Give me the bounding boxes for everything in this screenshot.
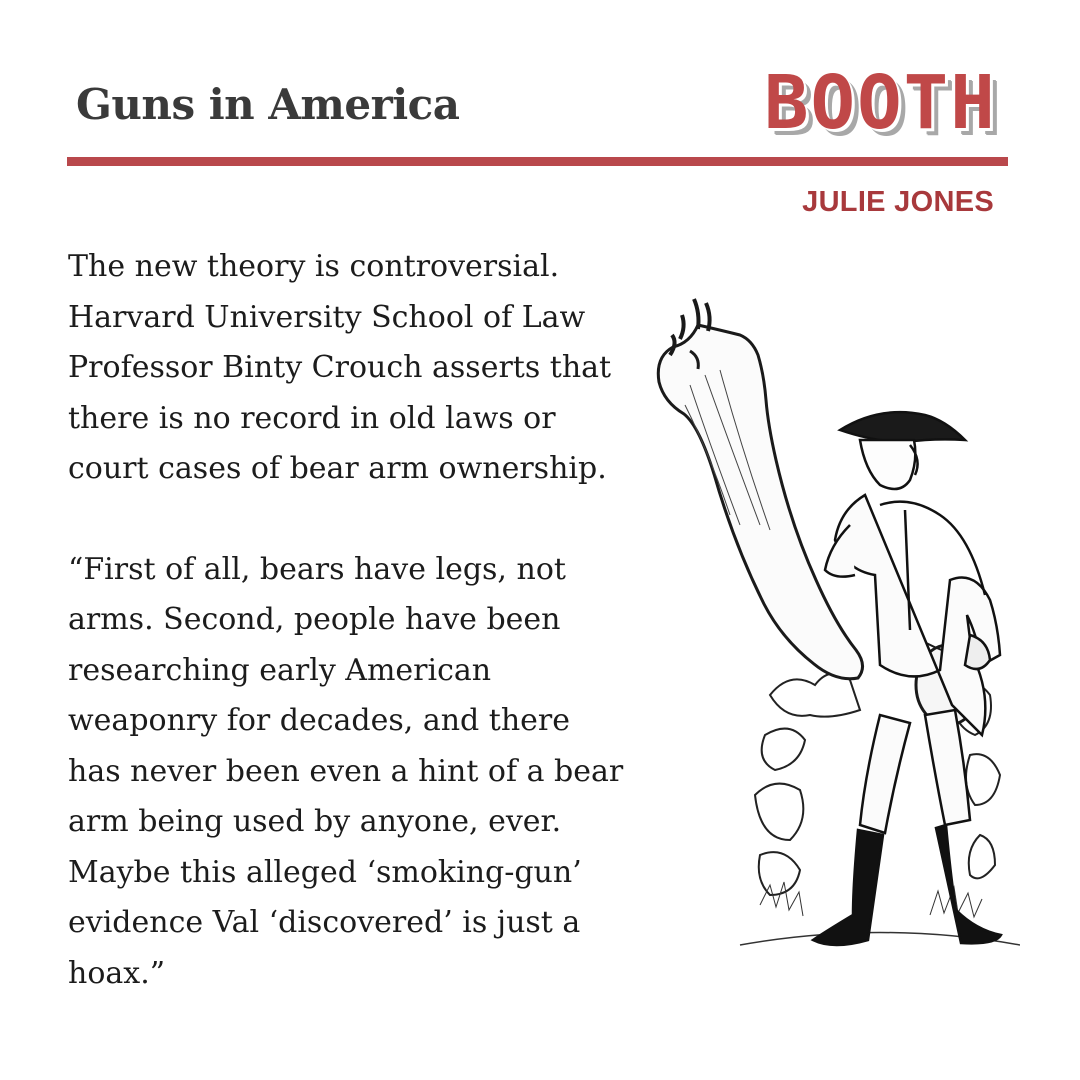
article-body [68,242,668,999]
page-title: Guns in America [76,80,460,129]
booth-logo: BOOTH [764,60,997,146]
paragraph-2: “First of all, bears have legs, not arms. Second, people have been researching early American weaponry for decades, and there has never been even a hint of a bear arm being used by anyone, ever. Maybe this alleged ‘smoking-gun’ evidence Val ‘discovered’ is just a hoax.” [68,551,624,991]
header-rule [67,157,1008,166]
author-byline: JULIE JONES [802,186,994,218]
paragraph-1: The new theory is controversial. Harvard University School of Law Professor Binty Crouch asserts that there is no record in old laws or court cases of bear arm ownership. [68,249,612,486]
colonial-soldier-illustration [650,295,1020,985]
soldier-bear-leg-icon [650,295,1020,985]
